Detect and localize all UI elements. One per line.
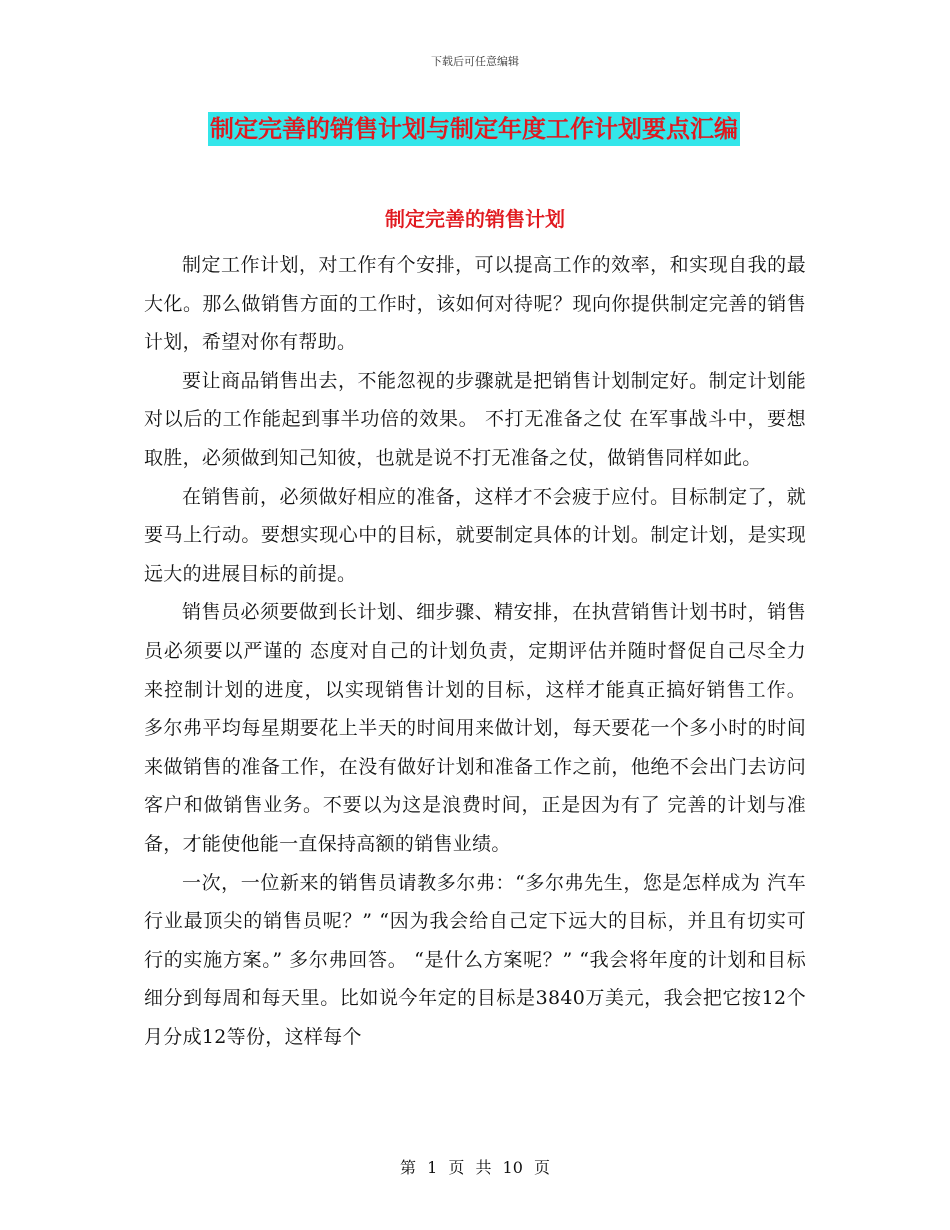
document-title: 制定完善的销售计划与制定年度工作计划要点汇编 [208,112,740,146]
paragraph-2: 要让商品销售出去，不能忽视的步骤就是把销售计划制定好。制定计划能对以后的工作能起到事半功倍的效果。 不打无准备之仗 在军事战斗中，要想取胜，必须做到知己知彼，也就是说不打无准备之仗，做销售同样如此。 [144,369,806,469]
paragraph-5: 一次，一位新来的销售员请教多尔弗：“多尔弗先生，您是怎样成为 汽车行业最顶尖的销售员呢？” “因为我会给自己定下远大的目标，并且有切实可行的实施方案。” 多尔弗回答。 “是什么方案呢？” “我会将年度的计划和目标细分到每周和每天里。比如说今年定的目标是3840万美元，我会把它按12个月分成12等份，这样每个 [144,871,806,1048]
page-footer: 第 1 页 共 10 页 [400,1158,550,1177]
header-note: 下载后可任意编辑 [431,55,519,68]
section-title: 制定完善的销售计划 [385,207,565,231]
body-text [144,246,806,1056]
paragraph-4: 销售员必须要做到长计划、细步骤、精安排，在执营销售计划书时，销售员必须要以严谨的 态度对自己的计划负责，定期评估并随时督促自己尽全力来控制计划的进度，以实现销售计划的目标，这样才能真正搞好销售工作。 多尔弗平均每星期要花上半天的时间用来做计划，每天要花一个多小时的时间来做销售的准备工作，在没有做好计划和准备工作之前，他绝不会出门去访问客户和做销售业务。不要以为这是浪费时间，正是因为有了 完善的计划与准备，才能使他能一直保持高额的销售业绩。 [144,601,806,855]
paragraph-3: 在销售前，必须做好相应的准备，这样才不会疲于应付。目标制定了，就要马上行动。要想实现心中的目标，就要制定具体的计划。制定计划，是实现远大的进展目标的前提。 [144,485,806,585]
paragraph-1: 制定工作计划，对工作有个安排，可以提高工作的效率，和实现自我的最大化。那么做销售方面的工作时，该如何对待呢？现向你提供制定完善的销售计划，希望对你有帮助。 [144,254,806,354]
